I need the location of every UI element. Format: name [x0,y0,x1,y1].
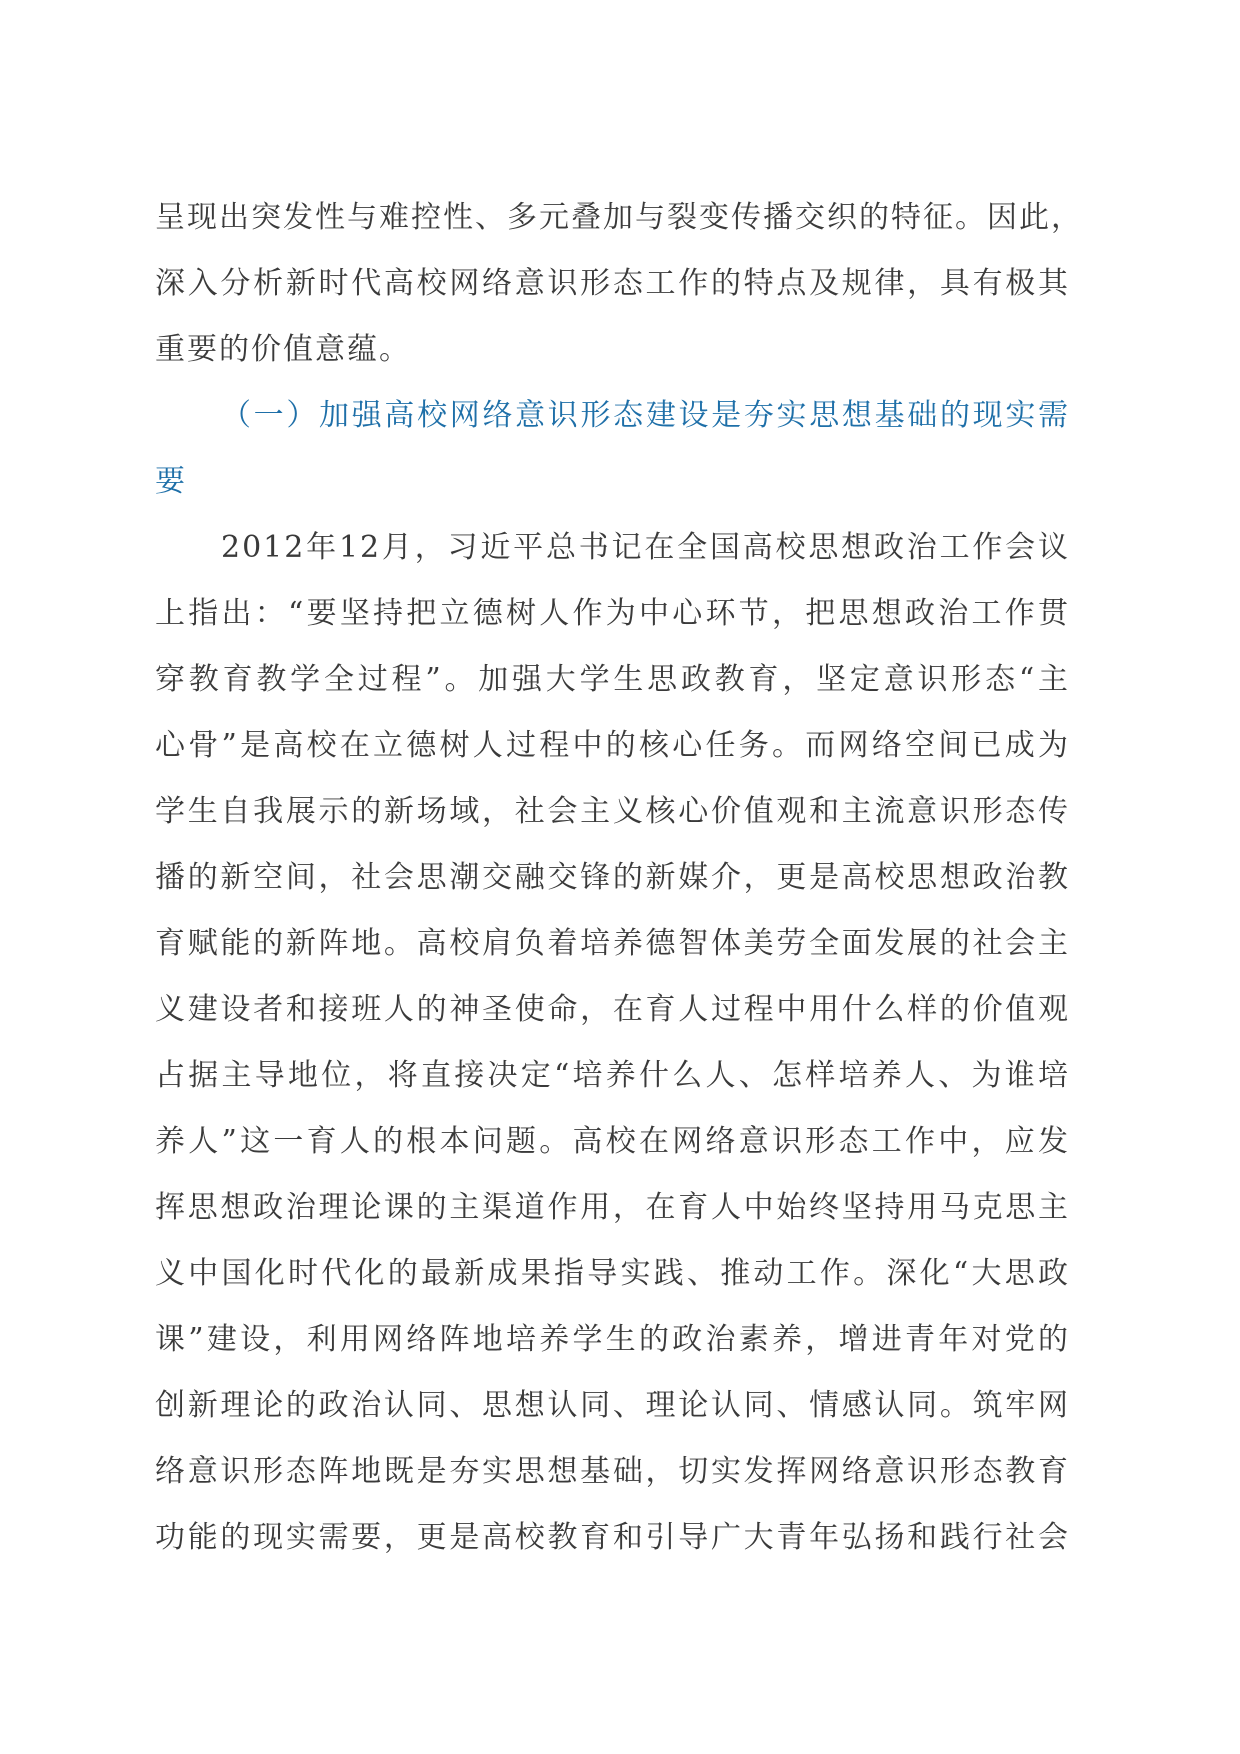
body-line: 2012年12月，习近平总书记在全国高校思想政治工作会议 [221,530,1070,565]
body-line: 学生自我展示的新场域，社会主义核心价值观和主流意识形态传 [155,794,1070,829]
body-line: 络意识形态阵地既是夯实思想基础，切实发挥网络意识形态教育 [155,1454,1070,1489]
section-heading-line: （一）加强高校网络意识形态建设是夯实思想基础的现实需 [221,398,1070,433]
body-line: 深入分析新时代高校网络意识形态工作的特点及规律，具有极其 [155,266,1070,301]
body-line: 义建设者和接班人的神圣使命，在育人过程中用什么样的价值观 [155,992,1070,1027]
document-body [155,185,1083,1571]
body-line: 穿教育教学全过程”。加强大学生思政教育，坚定意识形态“主 [155,662,1070,697]
body-line: 课”建设，利用网络阵地培养学生的政治素养，增进青年对党的 [155,1322,1070,1357]
body-line: 占据主导地位，将直接决定“培养什么人、怎样培养人、为谁培 [155,1058,1070,1093]
section-heading-line: 要 [155,464,187,499]
body-line: 心骨”是高校在立德树人过程中的核心任务。而网络空间已成为 [155,728,1070,763]
body-line: 上指出：“要坚持把立德树人作为中心环节，把思想政治工作贯 [155,596,1070,631]
body-line: 功能的现实需要，更是高校教育和引导广大青年弘扬和践行社会 [155,1520,1070,1555]
body-line: 播的新空间，社会思潮交融交锋的新媒介，更是高校思想政治教 [155,860,1070,895]
body-line: 挥思想政治理论课的主渠道作用，在育人中始终坚持用马克思主 [155,1190,1070,1225]
body-line: 养人”这一育人的根本问题。高校在网络意识形态工作中，应发 [155,1124,1070,1159]
body-line: 重要的价值意蕴。 [155,332,411,367]
body-line: 创新理论的政治认同、思想认同、理论认同、情感认同。筑牢网 [155,1388,1070,1423]
body-line: 呈现出突发性与难控性、多元叠加与裂变传播交织的特征。因此， [155,200,1083,235]
body-line: 育赋能的新阵地。高校肩负着培养德智体美劳全面发展的社会主 [155,926,1070,961]
body-line: 义中国化时代化的最新成果指导实践、推动工作。深化“大思政 [155,1256,1070,1291]
